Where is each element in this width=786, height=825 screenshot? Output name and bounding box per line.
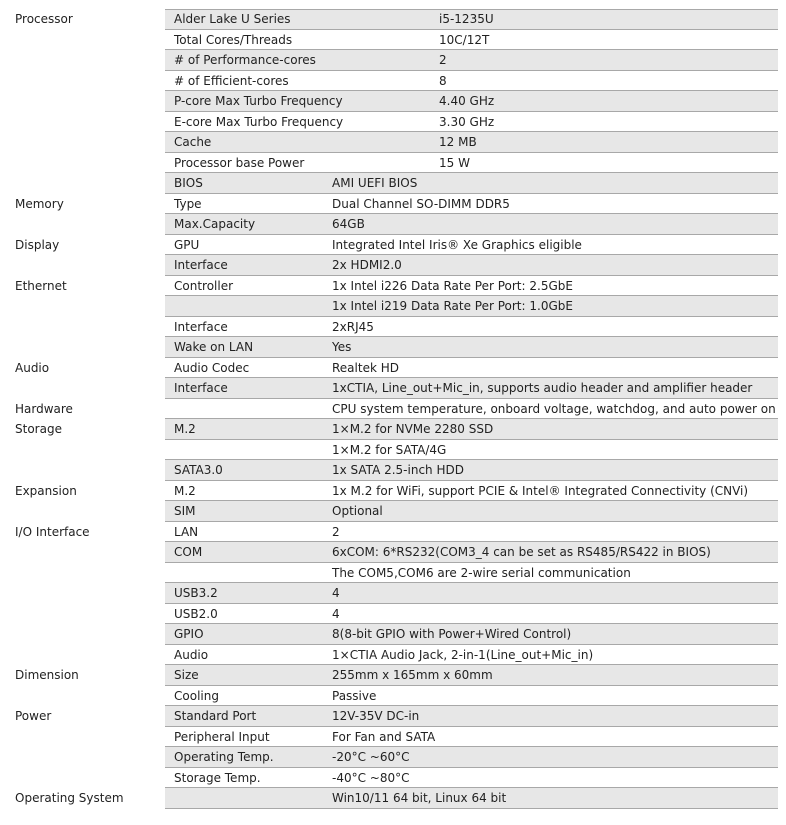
row-band <box>165 583 778 604</box>
spec-value: 255mm x 165mm x 60mm <box>332 668 493 682</box>
spec-table <box>10 9 778 809</box>
spec-label: P-core Max Turbo Frequency <box>174 94 343 108</box>
category-label <box>15 624 165 645</box>
table-row <box>10 747 778 768</box>
spec-value: 3.30 GHz <box>439 114 495 129</box>
spec-label: Operating Temp. <box>174 750 274 764</box>
category-label <box>15 768 165 789</box>
table-row <box>10 788 778 809</box>
category-label: Audio <box>15 358 165 379</box>
spec-label: M.2 <box>174 483 196 498</box>
spec-value: 4 <box>332 606 340 621</box>
spec-value: 2xRJ45 <box>332 319 374 334</box>
spec-label: Alder Lake U Series <box>174 12 291 26</box>
row-band <box>165 214 778 235</box>
row-band <box>165 358 778 379</box>
table-row <box>10 399 778 420</box>
spec-value: Yes <box>332 340 352 354</box>
table-row <box>10 71 778 92</box>
spec-value: Realtek HD <box>332 360 399 375</box>
spec-label: GPU <box>174 237 200 252</box>
category-label <box>15 583 165 604</box>
category-label: Ethernet <box>15 276 165 297</box>
table-row <box>10 132 778 153</box>
category-label <box>15 727 165 748</box>
table-row <box>10 30 778 51</box>
spec-value: 15 W <box>439 155 470 170</box>
category-label: Processor <box>15 9 165 30</box>
spec-value: Win10/11 64 bit, Linux 64 bit <box>332 791 507 805</box>
category-label <box>15 645 165 666</box>
category-label <box>15 378 165 399</box>
table-row <box>10 460 778 481</box>
spec-value: 8 <box>439 73 447 88</box>
spec-label: E-core Max Turbo Frequency <box>174 114 344 129</box>
category-label: Operating System <box>15 788 165 809</box>
spec-label: Type <box>174 196 202 211</box>
category-label <box>15 317 165 338</box>
table-row <box>10 706 778 727</box>
category-label <box>15 440 165 461</box>
spec-label: Interface <box>174 258 228 272</box>
spec-value: -20°C ~60°C <box>332 750 410 764</box>
table-row <box>10 727 778 748</box>
table-row <box>10 276 778 297</box>
spec-label: M.2 <box>174 422 196 436</box>
table-row <box>10 542 778 563</box>
spec-label: Size <box>174 668 199 682</box>
spec-value: 1x SATA 2.5-inch HDD <box>332 463 464 477</box>
category-label <box>15 112 165 133</box>
category-label: I/O Interface <box>15 522 165 543</box>
category-label: Expansion <box>15 481 165 502</box>
spec-value: 64GB <box>332 217 365 231</box>
spec-value: 12V-35V DC-in <box>332 709 420 723</box>
table-row <box>10 194 778 215</box>
category-label <box>15 604 165 625</box>
category-label <box>15 255 165 276</box>
spec-value: For Fan and SATA <box>332 729 436 744</box>
category-label <box>15 542 165 563</box>
spec-label: Storage Temp. <box>174 770 261 785</box>
spec-value: Integrated Intel Iris® Xe Graphics eligible <box>332 237 582 252</box>
spec-label: Total Cores/Threads <box>174 32 293 47</box>
spec-value: -40°C ~80°C <box>332 770 410 785</box>
spec-value: 4.40 GHz <box>439 94 495 108</box>
table-row <box>10 296 778 317</box>
category-label: Power <box>15 706 165 727</box>
table-row <box>10 378 778 399</box>
spec-value: 12 MB <box>439 135 477 149</box>
table-row <box>10 440 778 461</box>
spec-label: LAN <box>174 524 199 539</box>
table-row <box>10 9 778 30</box>
spec-label: USB3.2 <box>174 586 218 600</box>
table-row <box>10 624 778 645</box>
table-row <box>10 358 778 379</box>
spec-label: Processor base Power <box>174 155 305 170</box>
spec-value: 4 <box>332 586 340 600</box>
spec-value: 8(8-bit GPIO with Power+Wired Control) <box>332 627 572 641</box>
row-band <box>165 686 778 707</box>
row-band <box>165 522 778 543</box>
spec-value: Passive <box>332 688 377 703</box>
table-row <box>10 522 778 543</box>
table-row <box>10 173 778 194</box>
spec-value: 1x Intel i226 Data Rate Per Port: 2.5GbE <box>332 278 573 293</box>
spec-label: Wake on LAN <box>174 340 254 354</box>
spec-label: USB2.0 <box>174 606 218 621</box>
spec-label: SIM <box>174 504 196 518</box>
spec-value: 1×CTIA Audio Jack, 2-in-1(Line_out+Mic_in) <box>332 647 594 662</box>
spec-label: Cooling <box>174 688 219 703</box>
table-row <box>10 337 778 358</box>
spec-value: 1x Intel i219 Data Rate Per Port: 1.0GbE <box>332 299 573 313</box>
row-band <box>165 317 778 338</box>
spec-label: Max.Capacity <box>174 217 256 231</box>
category-label: Hardware <box>15 399 165 420</box>
category-label <box>15 747 165 768</box>
table-row <box>10 645 778 666</box>
spec-value: The COM5,COM6 are 2-wire serial communication <box>332 565 631 580</box>
category-label <box>15 173 165 194</box>
spec-value: CPU system temperature, onboard voltage, watchdog, and auto power on <box>332 401 776 416</box>
spec-label: Cache <box>174 135 212 149</box>
spec-value: 10C/12T <box>439 32 490 47</box>
table-row <box>10 50 778 71</box>
row-band <box>165 706 778 727</box>
spec-value: 1×M.2 for NVMe 2280 SSD <box>332 422 494 436</box>
table-row <box>10 317 778 338</box>
spec-label: Interface <box>174 319 228 334</box>
category-label <box>15 214 165 235</box>
row-band <box>165 255 778 276</box>
spec-value: 6xCOM: 6*RS232(COM3_4 can be set as RS485/RS422 in BIOS) <box>332 545 711 559</box>
spec-label: Peripheral Input <box>174 729 270 744</box>
row-band <box>165 173 778 194</box>
table-row <box>10 235 778 256</box>
category-label: Storage <box>15 419 165 440</box>
spec-label: BIOS <box>174 176 203 190</box>
spec-label: Controller <box>174 278 234 293</box>
table-row <box>10 501 778 522</box>
spec-label: # of Performance-cores <box>174 53 316 67</box>
row-band <box>165 460 778 481</box>
category-label: Display <box>15 235 165 256</box>
row-band <box>165 604 778 625</box>
category-label <box>15 50 165 71</box>
category-label <box>15 337 165 358</box>
category-label <box>15 686 165 707</box>
row-band <box>165 440 778 461</box>
spec-label: COM <box>174 545 203 559</box>
table-row <box>10 604 778 625</box>
spec-value: 1×M.2 for SATA/4G <box>332 442 447 457</box>
spec-label: SATA3.0 <box>174 463 223 477</box>
spec-value: i5-1235U <box>439 12 494 26</box>
spec-label: Audio Codec <box>174 360 250 375</box>
table-row <box>10 481 778 502</box>
category-label <box>15 30 165 51</box>
table-row <box>10 768 778 789</box>
table-row <box>10 686 778 707</box>
spec-label: GPIO <box>174 627 204 641</box>
category-label: Memory <box>15 194 165 215</box>
table-row <box>10 563 778 584</box>
table-row <box>10 214 778 235</box>
spec-label: # of Efficient-cores <box>174 73 289 88</box>
spec-value: 1x M.2 for WiFi, support PCIE & Intel® Integrated Connectivity (CNVi) <box>332 483 749 498</box>
category-label <box>15 501 165 522</box>
table-row <box>10 153 778 174</box>
row-band <box>165 337 778 358</box>
category-label <box>15 153 165 174</box>
spec-value: Optional <box>332 504 383 518</box>
category-label <box>15 91 165 112</box>
spec-label: Interface <box>174 381 228 395</box>
table-row <box>10 91 778 112</box>
table-row <box>10 112 778 133</box>
table-row <box>10 419 778 440</box>
table-row <box>10 583 778 604</box>
category-label: Dimension <box>15 665 165 686</box>
category-label <box>15 132 165 153</box>
spec-value: 2 <box>332 524 340 539</box>
category-label <box>15 460 165 481</box>
spec-value: 2x HDMI2.0 <box>332 258 402 272</box>
spec-label: Audio <box>174 647 209 662</box>
spec-value: 1xCTIA, Line_out+Mic_in, supports audio header and amplifier header <box>332 381 753 395</box>
spec-label: Standard Port <box>174 709 257 723</box>
row-band <box>165 501 778 522</box>
category-label <box>15 563 165 584</box>
category-label <box>15 71 165 92</box>
table-row <box>10 665 778 686</box>
spec-value: Dual Channel SO-DIMM DDR5 <box>332 196 510 211</box>
table-row <box>10 255 778 276</box>
category-label <box>15 296 165 317</box>
spec-value: 2 <box>439 53 447 67</box>
spec-value: AMI UEFI BIOS <box>332 176 418 190</box>
